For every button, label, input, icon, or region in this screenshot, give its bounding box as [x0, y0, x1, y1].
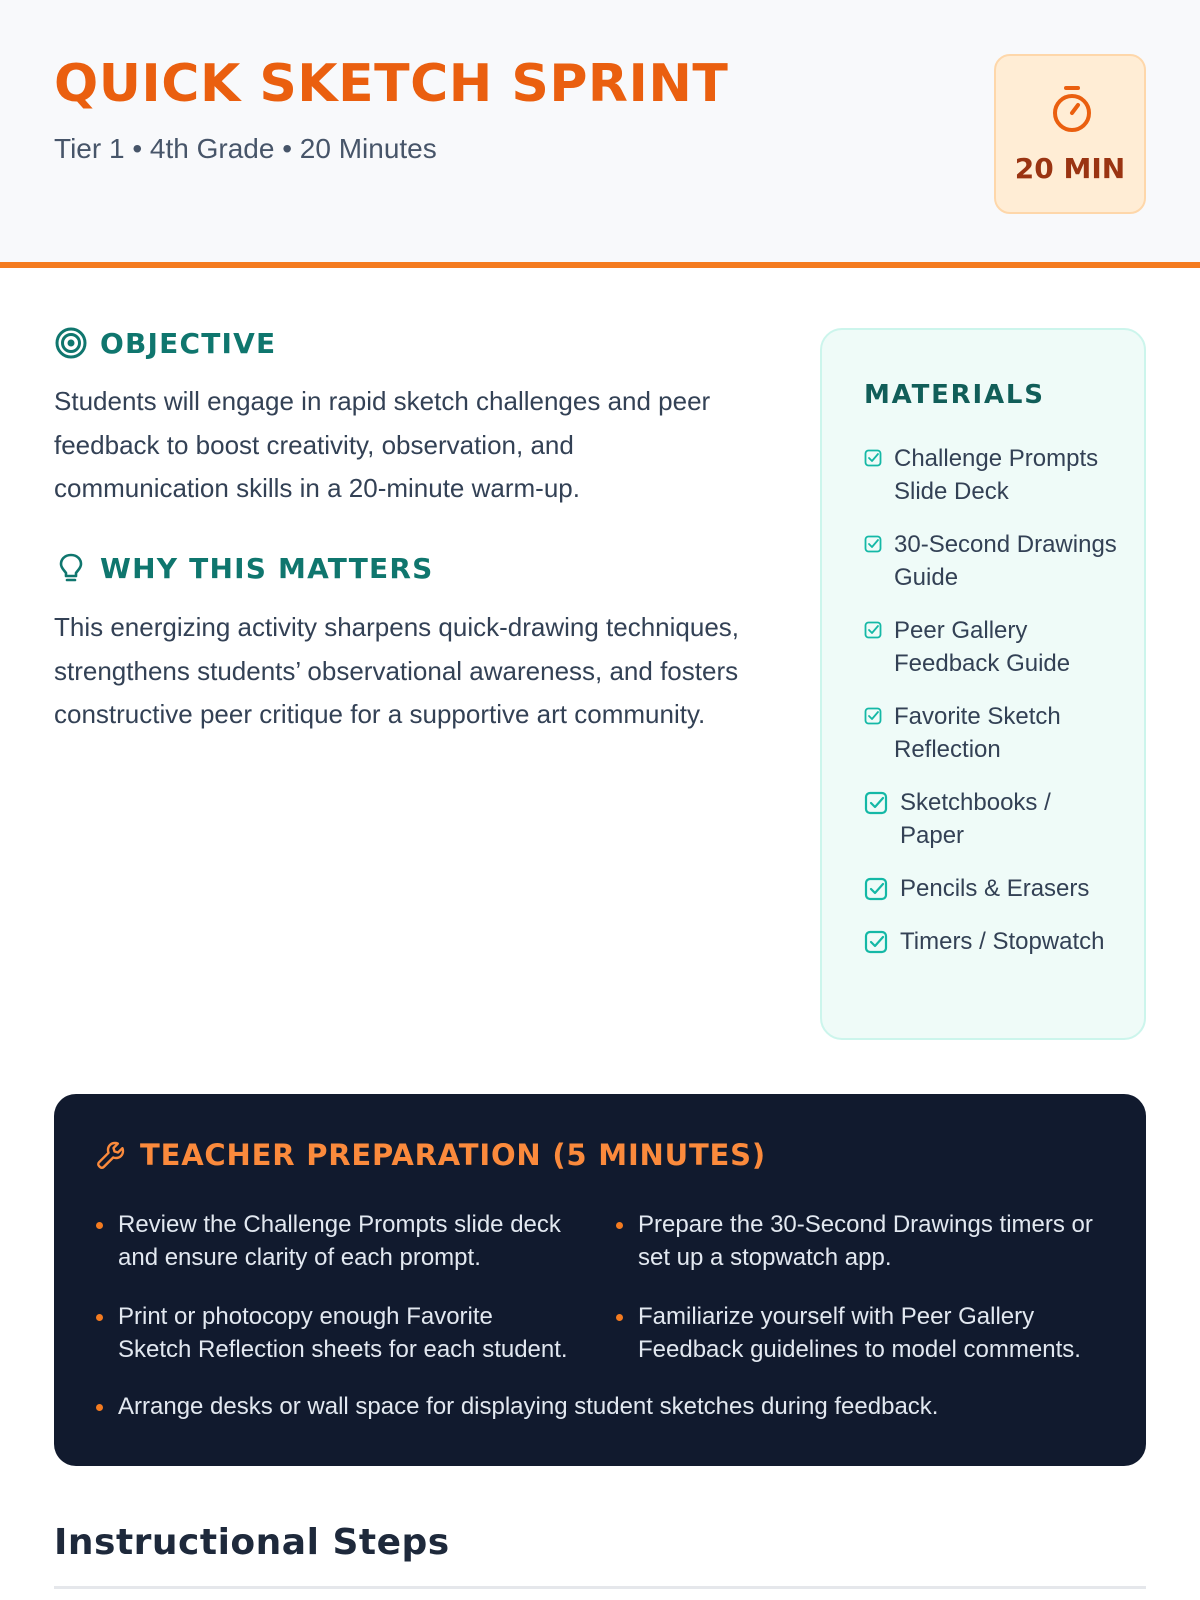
- materials-list: [864, 442, 1120, 978]
- materials-item-label: Peer Gallery Feedback Guide: [894, 617, 1071, 677]
- why-heading: [54, 551, 433, 585]
- why-text: This energizing activity sharpens quick-drawing techniques, strengthens students’ observational awareness, and fosters constructive peer critique for a supportive art community.: [54, 612, 740, 729]
- materials-heading: MATERIALS: [864, 380, 1045, 410]
- prep-item: Review the Challenge Prompts slide deck and ensure clarity of each prompt.: [94, 1208, 572, 1274]
- stopwatch-icon: [1050, 84, 1094, 134]
- objective-heading-label: OBJECTIVE: [100, 326, 277, 360]
- duration-badge: [994, 54, 1146, 214]
- materials-panel: [820, 328, 1146, 1040]
- objective-text: Students will engage in rapid sketch challenges and peer feedback to boost creativity, observation, and communication skills in a 20-minute warm-up.: [54, 386, 711, 503]
- objective-heading: [54, 326, 276, 360]
- checkbox-icon: [864, 535, 882, 553]
- materials-item: [864, 528, 1120, 594]
- checkbox-icon: [864, 449, 882, 467]
- why-heading-label: WHY THIS MATTERS: [100, 551, 434, 585]
- materials-item-label: Challenge Prompts Slide Deck: [894, 445, 1099, 505]
- prep-list-left: [94, 1208, 572, 1366]
- materials-item-label: 30-Second Drawings Guide: [894, 531, 1117, 591]
- materials-item-label: Timers / Stopwatch: [900, 928, 1105, 955]
- materials-item: [864, 700, 1120, 766]
- materials-item-label: Pencils & Erasers: [900, 875, 1090, 902]
- teacher-prep-panel: [54, 1094, 1146, 1466]
- prep-item: Prepare the 30-Second Drawings timers or set up a stopwatch app.: [614, 1208, 1114, 1274]
- page-title: QUICK SKETCH SPRINT: [54, 54, 729, 114]
- checkbox-icon: [864, 877, 888, 901]
- page-subtitle: Tier 1 • 4th Grade • 20 Minutes: [54, 133, 437, 164]
- prep-item: Arrange desks or wall space for displaying student sketches during feedback.: [94, 1390, 1114, 1423]
- materials-item-label: Sketchbooks / Paper: [900, 789, 1051, 849]
- steps-heading: Instructional Steps: [54, 1522, 450, 1563]
- checkbox-icon: [864, 621, 882, 639]
- materials-item: [864, 442, 1120, 508]
- target-icon: [54, 326, 88, 360]
- checkbox-icon: [864, 707, 882, 725]
- prep-list-right: [614, 1208, 1114, 1366]
- duration-label: 20 MIN: [1014, 152, 1126, 185]
- materials-item: [864, 786, 1120, 852]
- wrench-icon: [94, 1138, 128, 1172]
- prep-item: Familiarize yourself with Peer Gallery Feedback guidelines to model comments.: [614, 1300, 1114, 1366]
- prep-list-full: [94, 1390, 1114, 1423]
- materials-item: [864, 614, 1120, 680]
- materials-item-label: Favorite Sketch Reflection: [894, 703, 1061, 763]
- lightbulb-icon: [54, 551, 88, 585]
- prep-item: Print or photocopy enough Favorite Sketch Reflection sheets for each student.: [94, 1300, 572, 1366]
- materials-item: [864, 925, 1120, 958]
- steps-divider: [54, 1586, 1146, 1589]
- prep-heading: [94, 1138, 766, 1172]
- prep-heading-label: TEACHER PREPARATION (5 MINUTES): [140, 1138, 766, 1172]
- page-header: [0, 0, 1200, 268]
- checkbox-icon: [864, 791, 888, 815]
- materials-item: [864, 872, 1120, 905]
- checkbox-icon: [864, 930, 888, 954]
